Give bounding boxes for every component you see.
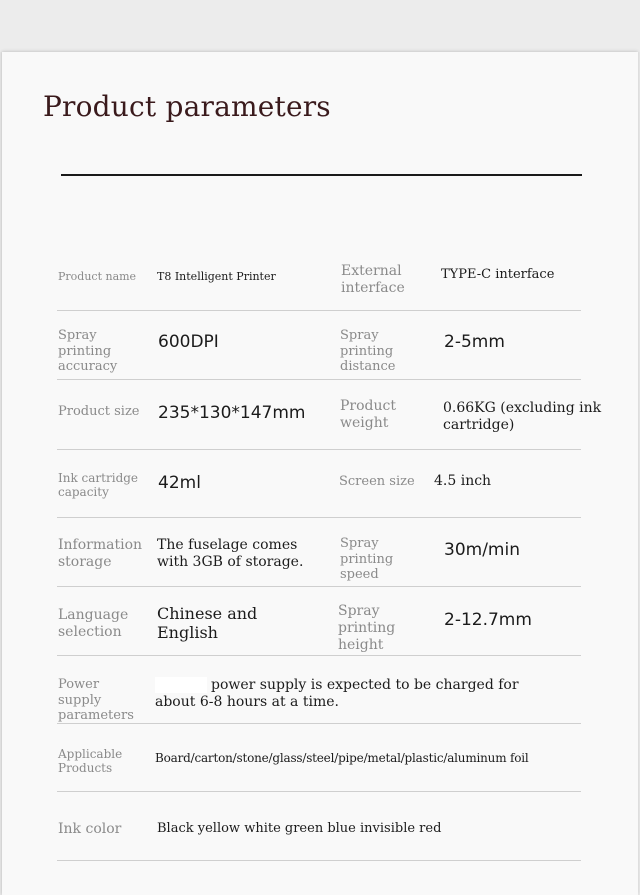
value-product-name: T8 Intelligent Printer [157, 270, 276, 283]
value-product-weight: 0.66KG (excluding ink cartridge) [443, 400, 602, 433]
row-divider [57, 723, 581, 724]
value-language-selection: Chinese and English [157, 604, 258, 643]
page-title: Product parameters [43, 90, 331, 123]
label-spray-distance: Spray printing distance [340, 328, 396, 375]
row-divider [57, 310, 581, 311]
value-spray-accuracy: 600DPI [158, 332, 219, 352]
value-information-storage: The fuselage comes with 3GB of storage. [157, 537, 304, 570]
label-ink-capacity: Ink cartridge capacity [58, 471, 139, 500]
label-information-storage: Information storage [58, 537, 143, 570]
label-spray-speed: Spray printing speed [340, 536, 394, 583]
label-product-weight: Product weight [340, 398, 396, 431]
label-external-interface: External interface [341, 263, 405, 296]
row-divider [57, 517, 581, 518]
label-spray-height: Spray printing height [338, 603, 396, 653]
top-margin [0, 0, 640, 52]
value-product-size: 235*130*147mm [158, 403, 306, 423]
title-divider [61, 174, 582, 176]
value-screen-size: 4.5 inch [434, 473, 492, 489]
redacted-block [155, 677, 207, 693]
value-spray-height: 2-12.7mm [444, 610, 532, 630]
row-divider [57, 791, 581, 792]
value-power-supply-wrap [155, 677, 540, 711]
label-product-size: Product size [58, 404, 140, 419]
row-divider [57, 586, 581, 587]
label-ink-color: Ink color [58, 821, 122, 837]
label-power-supply: Power supply parameters [58, 677, 134, 724]
row-divider [57, 655, 581, 656]
value-power-supply: power supply is expected to be charged for about 6-8 hours at a time. [155, 677, 519, 710]
value-ink-capacity: 42ml [158, 473, 201, 493]
value-applicable-products: Board/carton/stone/glass/steel/pipe/metal/plastic/aluminum foil [155, 751, 529, 765]
row-divider [57, 449, 581, 450]
label-applicable-products: Applicable Products [58, 747, 123, 776]
value-spray-speed: 30m/min [444, 540, 520, 560]
label-spray-accuracy: Spray printing accuracy [58, 328, 118, 375]
row-divider [57, 379, 581, 380]
label-language-selection: Language selection [58, 607, 129, 640]
label-product-name: Product name [58, 270, 137, 283]
value-ink-color: Black yellow white green blue invisible red [157, 821, 442, 836]
label-screen-size: Screen size [339, 474, 415, 489]
value-external-interface: TYPE-C interface [441, 267, 555, 282]
value-spray-distance: 2-5mm [444, 332, 505, 352]
row-divider [57, 860, 581, 861]
